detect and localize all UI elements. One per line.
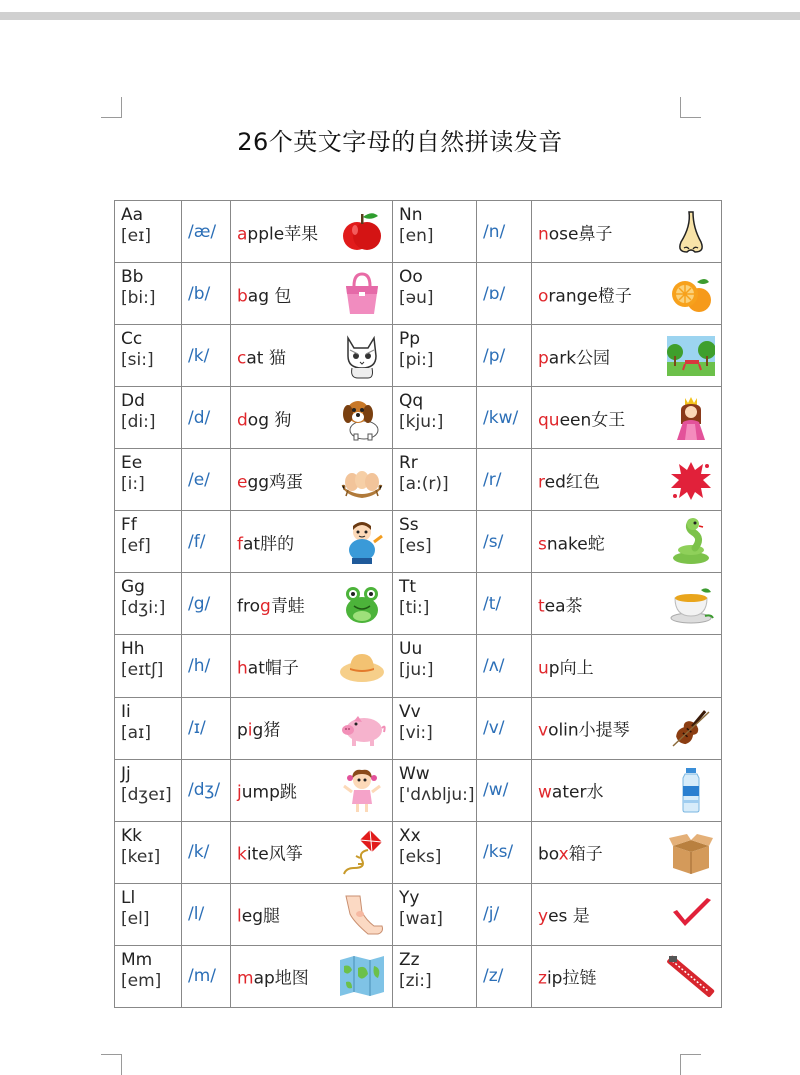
phoneme-cell: /m/ xyxy=(182,945,231,1007)
kite-icon xyxy=(338,828,386,876)
letter-cell xyxy=(115,883,182,945)
letter-cell xyxy=(393,449,477,511)
example-word xyxy=(237,281,291,306)
letter-cell xyxy=(115,635,182,697)
letter-pair: Tt xyxy=(399,577,417,598)
letter-pair: Ll xyxy=(121,887,136,908)
phoneme-cell: /kw/ xyxy=(477,387,532,449)
letter-ipa: [ef] xyxy=(121,536,151,557)
example-word xyxy=(237,653,299,678)
letter-ipa: [el] xyxy=(121,908,150,929)
example-word-cell xyxy=(532,945,722,1007)
letter-ipa: [dʒi:] xyxy=(121,598,166,619)
example-word-cell xyxy=(231,387,393,449)
example-word-cell xyxy=(231,883,393,945)
word-rest: ea茶 xyxy=(544,596,583,617)
nose-icon xyxy=(667,208,715,256)
table-row xyxy=(115,883,722,945)
letter-cell xyxy=(115,821,182,883)
table-row xyxy=(115,945,722,1007)
example-word-cell xyxy=(231,511,393,573)
girl-jump-icon xyxy=(338,766,386,814)
table-row xyxy=(115,821,722,883)
example-word-cell xyxy=(231,325,393,387)
word-prefix: bo xyxy=(538,844,559,865)
word-rest: p向上 xyxy=(548,658,594,679)
letter-pair: Qq xyxy=(399,391,424,412)
letter-ipa: [əu] xyxy=(399,288,434,309)
word-highlight: j xyxy=(237,782,242,803)
word-highlight: b xyxy=(237,286,248,307)
letter-pair: Nn xyxy=(399,205,423,225)
example-word xyxy=(538,529,605,554)
phoneme-cell: /s/ xyxy=(477,511,532,573)
example-word xyxy=(538,840,603,865)
example-word xyxy=(538,281,632,306)
phoneme-cell: /w/ xyxy=(477,759,532,821)
crop-mark-bottom-left xyxy=(101,1054,122,1075)
example-word xyxy=(237,405,291,430)
word-rest: at帽子 xyxy=(247,658,299,679)
phoneme-cell: /k/ xyxy=(182,821,231,883)
letter-ipa: [em] xyxy=(121,970,162,991)
example-word xyxy=(538,778,603,803)
table-row xyxy=(115,325,722,387)
table-row xyxy=(115,201,722,263)
letter-cell xyxy=(393,759,477,821)
example-word xyxy=(237,343,286,368)
box-icon xyxy=(667,828,715,876)
example-word-cell xyxy=(231,635,393,697)
word-rest: 箱子 xyxy=(568,844,603,865)
letter-ipa: [eks] xyxy=(399,846,442,867)
word-rest: gg鸡蛋 xyxy=(247,472,304,493)
word-rest: olin小提琴 xyxy=(548,720,630,741)
phoneme-cell: /n/ xyxy=(477,201,532,263)
phoneme-cell: /p/ xyxy=(477,325,532,387)
letter-pair: Uu xyxy=(399,639,423,660)
letter-ipa: [a:(r)] xyxy=(399,474,449,495)
word-highlight: a xyxy=(237,224,248,245)
table-row xyxy=(115,263,722,325)
letter-cell xyxy=(393,201,477,263)
letter-pair: Jj xyxy=(121,763,131,784)
letter-ipa: [aɪ] xyxy=(121,722,151,743)
word-highlight: d xyxy=(237,410,248,431)
phoneme-cell: /e/ xyxy=(182,449,231,511)
example-word xyxy=(538,219,613,244)
word-rest: at胖的 xyxy=(243,534,295,555)
letter-ipa: [ju:] xyxy=(399,660,434,681)
orange-icon xyxy=(667,270,715,318)
example-word-cell xyxy=(532,387,722,449)
frog-icon xyxy=(338,580,386,628)
letter-ipa: [keɪ] xyxy=(121,846,161,867)
table-row xyxy=(115,511,722,573)
letter-pair: Rr xyxy=(399,453,418,474)
example-word-cell xyxy=(532,635,722,697)
phoneme-cell: /b/ xyxy=(182,263,231,325)
letter-pair: Kk xyxy=(121,825,142,846)
letter-ipa: [eɪtʃ] xyxy=(121,660,164,681)
example-word-cell xyxy=(231,945,393,1007)
letter-cell xyxy=(393,945,477,1007)
example-word-cell xyxy=(532,325,722,387)
word-highlight: o xyxy=(538,286,549,307)
example-word xyxy=(237,529,294,554)
example-word-cell xyxy=(231,263,393,325)
bag-icon xyxy=(338,270,386,318)
leg-icon xyxy=(338,890,386,938)
letter-cell xyxy=(393,573,477,635)
letter-ipa: [ti:] xyxy=(399,598,430,619)
phoneme-cell: /r/ xyxy=(477,449,532,511)
example-word-cell xyxy=(532,511,722,573)
word-highlight: k xyxy=(237,844,247,865)
crop-mark-bottom-right xyxy=(680,1054,701,1075)
letter-pair: Ee xyxy=(121,453,143,474)
letter-ipa: [dʒeɪ] xyxy=(121,784,172,805)
example-word xyxy=(538,716,630,741)
letter-cell xyxy=(393,635,477,697)
word-highlight: y xyxy=(538,906,549,927)
word-rest: ap地图 xyxy=(253,968,309,989)
word-rest: ag 包 xyxy=(247,286,292,307)
table-row xyxy=(115,635,722,697)
phoneme-cell: /j/ xyxy=(477,883,532,945)
word-rest: ark公园 xyxy=(548,348,611,369)
example-word xyxy=(237,902,280,927)
word-highlight: i xyxy=(247,720,253,741)
word-rest: nake蛇 xyxy=(546,534,605,555)
letter-cell xyxy=(393,387,477,449)
letter-pair: Vv xyxy=(399,701,421,722)
word-highlight: l xyxy=(237,906,242,927)
word-rest: range橙子 xyxy=(548,286,632,307)
letter-pair: Zz xyxy=(399,949,420,970)
letter-ipa: [i:] xyxy=(121,474,145,495)
letter-cell xyxy=(115,201,182,263)
example-word xyxy=(237,467,303,492)
example-word xyxy=(538,343,610,368)
word-highlight: u xyxy=(538,658,549,679)
letter-cell xyxy=(393,821,477,883)
top-scrollbar xyxy=(0,12,800,20)
phoneme-cell: /ɪ/ xyxy=(182,697,231,759)
example-word-cell xyxy=(532,697,722,759)
table-row xyxy=(115,449,722,511)
word-rest: ump跳 xyxy=(241,782,297,803)
crop-mark-top-right xyxy=(680,97,701,118)
letter-cell xyxy=(115,449,182,511)
example-word-cell xyxy=(532,263,722,325)
word-highlight: g xyxy=(260,596,271,617)
letter-pair: Bb xyxy=(121,267,144,288)
word-rest: og 狗 xyxy=(247,410,292,431)
map-icon xyxy=(338,952,386,1000)
phoneme-cell: /k/ xyxy=(182,325,231,387)
apple-icon xyxy=(338,208,386,256)
word-highlight: p xyxy=(538,348,549,369)
letter-ipa: [es] xyxy=(399,536,432,557)
letter-cell xyxy=(115,511,182,573)
phoneme-cell: /f/ xyxy=(182,511,231,573)
letter-cell xyxy=(393,511,477,573)
phoneme-cell: /ʌ/ xyxy=(477,635,532,697)
example-word xyxy=(237,840,303,865)
phoneme-cell: /g/ xyxy=(182,573,231,635)
word-highlight: x xyxy=(558,844,569,865)
letter-ipa: [pi:] xyxy=(399,350,434,371)
word-rest: ite风筝 xyxy=(246,844,303,865)
example-word-cell xyxy=(532,883,722,945)
phoneme-cell: /h/ xyxy=(182,635,231,697)
example-word xyxy=(237,964,309,989)
phoneme-cell: /d/ xyxy=(182,387,231,449)
phoneme-cell: /t/ xyxy=(477,573,532,635)
letter-pair: Oo xyxy=(399,267,423,288)
phoneme-cell: /ɒ/ xyxy=(477,263,532,325)
letter-cell xyxy=(393,263,477,325)
letter-cell xyxy=(393,325,477,387)
pig-icon xyxy=(338,704,386,752)
example-word xyxy=(538,405,625,430)
word-prefix: p xyxy=(237,720,248,741)
letter-cell xyxy=(115,573,182,635)
word-highlight: w xyxy=(538,782,552,803)
letter-ipa: [bi:] xyxy=(121,288,156,309)
letter-ipa: [si:] xyxy=(121,350,154,371)
letter-cell xyxy=(115,697,182,759)
word-highlight: n xyxy=(538,224,549,245)
checkmark-icon xyxy=(667,890,715,938)
letter-pair: Cc xyxy=(121,329,143,350)
example-word xyxy=(538,902,590,927)
letter-cell xyxy=(393,697,477,759)
example-word xyxy=(237,219,318,244)
example-word-cell xyxy=(532,573,722,635)
letter-ipa: [waɪ] xyxy=(399,908,443,929)
example-word xyxy=(538,964,596,989)
word-highlight: qu xyxy=(538,410,560,431)
word-rest: at 猫 xyxy=(246,348,286,369)
phoneme-cell: /ks/ xyxy=(477,821,532,883)
letter-pair: Mm xyxy=(121,949,153,970)
letter-pair: Dd xyxy=(121,391,145,412)
table-row xyxy=(115,759,722,821)
word-prefix: fro xyxy=(237,596,261,617)
letter-ipa: [vi:] xyxy=(399,722,433,743)
letter-pair: Xx xyxy=(399,825,421,846)
example-word-cell xyxy=(532,759,722,821)
word-highlight: s xyxy=(538,534,547,555)
example-word xyxy=(237,591,305,616)
phoneme-cell: /l/ xyxy=(182,883,231,945)
letter-pair: Pp xyxy=(399,329,421,350)
phoneme-cell: /v/ xyxy=(477,697,532,759)
zipper-icon xyxy=(667,952,715,1000)
example-word xyxy=(538,591,583,616)
example-word xyxy=(237,716,280,741)
letter-ipa: [di:] xyxy=(121,412,156,433)
example-word-cell xyxy=(532,449,722,511)
word-highlight: m xyxy=(237,968,254,989)
example-word xyxy=(538,653,594,678)
letter-cell xyxy=(393,883,477,945)
phoneme-cell: /dʒ/ xyxy=(182,759,231,821)
letter-cell xyxy=(115,387,182,449)
word-rest: ed红色 xyxy=(544,472,600,493)
word-highlight: c xyxy=(237,348,247,369)
example-word-cell xyxy=(532,821,722,883)
fat-boy-icon xyxy=(338,518,386,566)
violin-icon xyxy=(667,704,715,752)
water-bottle-icon xyxy=(667,766,715,814)
letter-cell xyxy=(115,945,182,1007)
word-rest: eg腿 xyxy=(241,906,280,927)
example-word xyxy=(538,467,600,492)
table-row xyxy=(115,387,722,449)
letter-ipa: [en] xyxy=(399,226,434,246)
letter-ipa: [zi:] xyxy=(399,970,432,991)
letter-pair: Hh xyxy=(121,639,145,660)
letter-pair: Ss xyxy=(399,515,419,536)
word-highlight: v xyxy=(538,720,549,741)
example-word-cell xyxy=(231,759,393,821)
red-splash-icon xyxy=(667,456,715,504)
word-rest: ater水 xyxy=(551,782,604,803)
letter-ipa: [eɪ] xyxy=(121,226,152,246)
queen-icon xyxy=(667,394,715,442)
word-rest: ose鼻子 xyxy=(548,224,613,245)
letter-pair: Ww xyxy=(399,763,430,784)
letter-pair: Aa xyxy=(121,205,144,225)
example-word-cell xyxy=(231,573,393,635)
example-word-cell xyxy=(231,821,393,883)
letter-cell xyxy=(115,759,182,821)
table-row xyxy=(115,697,722,759)
phoneme-cell: /æ/ xyxy=(182,201,231,263)
hat-icon xyxy=(338,642,386,690)
letter-pair: Ii xyxy=(121,701,131,722)
word-highlight: r xyxy=(538,472,545,493)
word-rest: pple苹果 xyxy=(247,224,319,245)
egg-icon xyxy=(338,456,386,504)
example-word-cell xyxy=(532,201,722,263)
letter-pair: Gg xyxy=(121,577,145,598)
park-icon xyxy=(667,332,715,380)
crop-mark-top-left xyxy=(101,97,122,118)
example-word xyxy=(237,778,297,803)
example-word-cell xyxy=(231,697,393,759)
word-highlight: f xyxy=(237,534,243,555)
phoneme-cell: /z/ xyxy=(477,945,532,1007)
word-rest: ip拉链 xyxy=(546,968,597,989)
word-rest: 青蛙 xyxy=(270,596,305,617)
table-row xyxy=(115,573,722,635)
word-highlight: z xyxy=(538,968,547,989)
tea-icon xyxy=(667,580,715,628)
letter-cell xyxy=(115,325,182,387)
word-highlight: e xyxy=(237,472,248,493)
letter-pair: Ff xyxy=(121,515,137,536)
letter-ipa: [kju:] xyxy=(399,412,444,433)
dog-icon xyxy=(338,394,386,442)
word-highlight: t xyxy=(538,596,545,617)
example-word-cell xyxy=(231,449,393,511)
word-rest: g猪 xyxy=(252,720,281,741)
word-highlight: h xyxy=(237,658,248,679)
phonics-table xyxy=(114,200,722,1008)
word-rest: es 是 xyxy=(548,906,590,927)
letter-ipa: ['dʌblju:] xyxy=(399,784,475,805)
snake-icon xyxy=(667,518,715,566)
cat-icon xyxy=(338,332,386,380)
example-word-cell xyxy=(231,201,393,263)
letter-cell xyxy=(115,263,182,325)
page-title: 26个英文字母的自然拼读发音 xyxy=(237,128,563,156)
word-rest: een女王 xyxy=(559,410,626,431)
letter-pair: Yy xyxy=(399,887,420,908)
